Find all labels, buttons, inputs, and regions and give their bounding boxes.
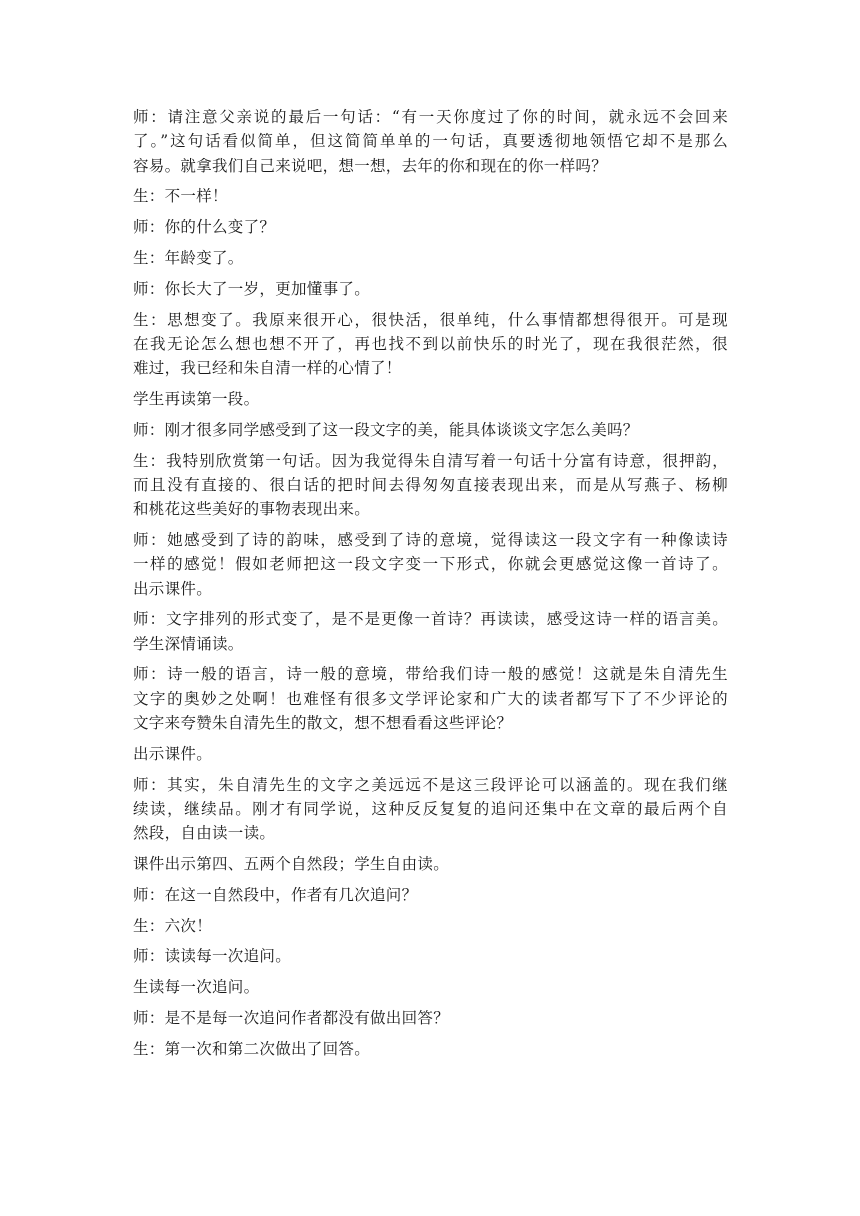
document-body (133, 105, 728, 1061)
text-line: 文字的奥妙之处啊！也难怪有很多文学评论家和广大的读者都写下了不少评论的 (133, 689, 728, 708)
text-line: 课件出示第四、五两个自然段；学生自由读。 (133, 855, 450, 874)
paragraph (133, 246, 728, 270)
text-line: 和桃花这些美好的事物表现出来。 (133, 500, 371, 519)
paragraph (133, 105, 728, 178)
text-line: 师：你的什么变了？ (133, 218, 276, 237)
text-line: 师：诗一般的语言，诗一般的意境，带给我们诗一般的感觉！这就是朱自清先生 (133, 665, 728, 684)
text-line: 师：其实，朱自清先生的文字之美远远不是这三段评论可以涵盖的。现在我们继 (133, 775, 728, 794)
text-line: 然段，自由读一读。 (133, 824, 276, 843)
text-line: 出示课件。 (133, 579, 213, 598)
text-line: 学生再读第一段。 (133, 389, 260, 408)
text-line: 生：思想变了。我原来很开心，很快活，很单纯，什么事情都想得很开。可是现 (133, 310, 728, 329)
text-line: 而且没有直接的、很白话的把时间去得匆匆直接表现出来，而是从写燕子、杨柳 (133, 475, 728, 494)
text-line: 师：请注意父亲说的最后一句话：“有一天你度过了你的时间，就永远不会回来 (133, 108, 728, 126)
text-line: 师：你长大了一岁，更加懂事了。 (133, 279, 371, 298)
text-line: 难过，我已经和朱自清一样的心情了！ (133, 359, 402, 378)
paragraph (133, 1006, 728, 1030)
text-line: 师：在这一自然段中，作者有几次追问？ (133, 885, 418, 904)
paragraph (133, 944, 728, 968)
text-line: 生：不一样！ (133, 187, 228, 206)
text-line: 师：刚才很多同学感受到了这一段文字的美，能具体谈谈文字怎么美吗？ (133, 420, 639, 439)
paragraph (133, 975, 728, 999)
paragraph (133, 883, 728, 907)
text-line: 容易。就拿我们自己来说吧，想一想，去年的你和现在的你一样吗？ (133, 156, 608, 175)
paragraph (133, 607, 728, 656)
paragraph (133, 1037, 728, 1061)
text-line: 一样的感觉！假如老师把这一段文字变一下形式，你就会更感觉这像一首诗了。 (133, 555, 728, 574)
paragraph (133, 852, 728, 876)
text-line: 学生深情诵读。 (133, 634, 244, 653)
text-line: 师：她感受到了诗的韵味，感受到了诗的意境，觉得读这一段文字有一种像读诗 (133, 530, 728, 549)
text-line: 生：第一次和第二次做出了回答。 (133, 1039, 371, 1058)
paragraph (133, 914, 728, 938)
text-line: 在我无论怎么想也想不开了，再也找不到以前快乐的时光了，现在我很茫然，很 (133, 334, 728, 353)
paragraph (133, 184, 728, 208)
paragraph (133, 387, 728, 411)
text-line: 文字来夸赞朱自清先生的散文，想不想看看这些评论？ (133, 714, 513, 733)
paragraph (133, 528, 728, 601)
text-line: 出示课件。 (133, 744, 213, 763)
text-line: 师：文字排列的形式变了，是不是更像一首诗？再读读，感受这诗一样的语言美。 (133, 610, 728, 629)
text-line: 师：读读每一次追问。 (133, 947, 292, 966)
text-line: 续读，继续品。刚才有同学说，这种反反复复的追问还集中在文章的最后两个自 (133, 799, 728, 818)
text-line: 生：六次！ (133, 916, 213, 935)
text-line: 生：我特别欣赏第一句话。因为我觉得朱自清写着一句话十分富有诗意，很押韵， (133, 451, 728, 470)
paragraph (133, 277, 728, 301)
paragraph (133, 215, 728, 239)
text-line: 师：是不是每一次追问作者都没有做出回答？ (133, 1009, 450, 1027)
paragraph (133, 418, 728, 442)
paragraph (133, 662, 728, 735)
text-line: 生读每一次追问。 (133, 978, 260, 997)
text-line: 了。”这句话看似简单，但这简简单单的一句话，真要透彻地领悟它却不是那么 (133, 132, 728, 151)
paragraph (133, 773, 728, 846)
text-line: 生：年龄变了。 (133, 248, 244, 267)
paragraph (133, 308, 728, 381)
paragraph (133, 449, 728, 522)
paragraph (133, 742, 728, 766)
